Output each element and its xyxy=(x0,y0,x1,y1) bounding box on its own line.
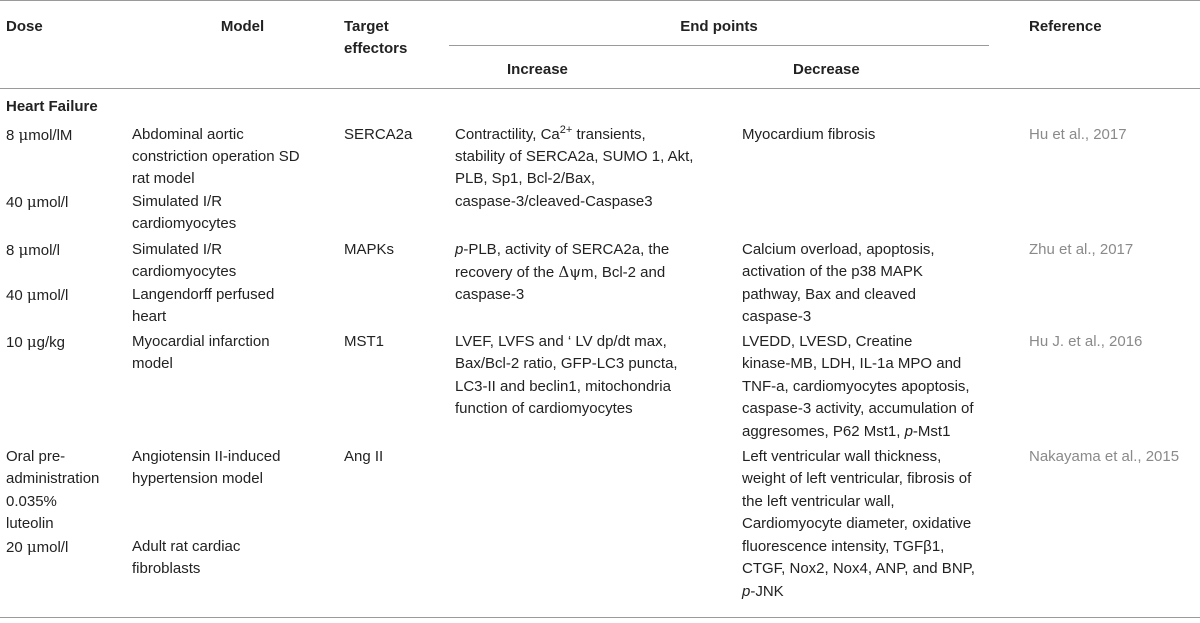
model-cell: Langendorff perfused xyxy=(132,286,275,303)
table-top-rule xyxy=(0,0,1200,1)
header-dose: Dose xyxy=(6,18,43,35)
target-cell: MAPKs xyxy=(344,241,395,258)
model-cell: cardiomyocytes xyxy=(132,215,237,232)
header-reference: Reference xyxy=(1029,18,1102,35)
target-cell: SERCA2a xyxy=(344,126,413,143)
model-cell: fibroblasts xyxy=(132,560,201,577)
increase-cell: caspase-3 xyxy=(455,286,525,303)
header-increase: Increase xyxy=(507,61,568,78)
header-target-line1: Target xyxy=(344,18,389,35)
model-cell: constriction operation SD xyxy=(132,148,300,165)
header-model: Model xyxy=(220,18,265,35)
table-bottom-rule xyxy=(0,617,1200,618)
decrease-cell: Myocardium fibrosis xyxy=(742,126,876,143)
increase-cell: PLB, Sp1, Bcl-2/Bax, xyxy=(455,170,596,187)
model-cell: cardiomyocytes xyxy=(132,263,237,280)
dose-cell: 40 μmol/l xyxy=(6,193,69,211)
dose-cell: 0.035% xyxy=(6,493,57,510)
reference-cell: Zhu et al., 2017 xyxy=(1029,241,1134,258)
dose-cell: administration xyxy=(6,470,100,487)
header-decrease: Decrease xyxy=(793,61,860,78)
header-end-points: End points xyxy=(680,18,758,35)
decrease-cell: caspase-3 xyxy=(742,308,812,325)
decrease-cell: LVEDD, LVESD, Creatine xyxy=(742,333,913,350)
reference-cell: Nakayama et al., 2015 xyxy=(1029,448,1180,465)
increase-cell: recovery of the Δψm, Bcl-2 and xyxy=(455,263,666,281)
model-cell: heart xyxy=(132,308,167,325)
model-cell: rat model xyxy=(132,170,195,187)
dose-cell: luteolin xyxy=(6,515,54,532)
decrease-cell: TNF-a, cardiomyocytes apoptosis, xyxy=(742,378,970,395)
increase-cell: Bax/Bcl-2 ratio, GFP-LC3 puncta, xyxy=(455,355,678,372)
decrease-cell: p-JNK xyxy=(742,583,784,600)
decrease-cell: CTGF, Nox2, Nox4, ANP, and BNP, xyxy=(742,560,975,577)
increase-cell: Contractility, $Ca^{2+}$ transients, xyxy=(455,124,646,143)
target-cell: Ang II xyxy=(344,448,384,465)
decrease-cell: activation of the p38 MAPK xyxy=(742,263,923,280)
increase-cell: stability of SERCA2a, SUMO 1, Akt, xyxy=(455,148,694,165)
dose-cell: 40 μmol/l xyxy=(6,286,69,304)
dose-cell: 8 μmol/l xyxy=(6,241,60,259)
model-cell: Angiotensin II-induced xyxy=(132,448,281,465)
model-cell: Simulated I/R xyxy=(132,241,223,258)
section-heart-failure: Heart Failure xyxy=(6,98,98,115)
dose-cell: 20 μmol/l xyxy=(6,538,69,556)
decrease-cell: Left ventricular wall thickness, xyxy=(742,448,942,465)
reference-cell: Hu et al., 2017 xyxy=(1029,126,1127,143)
increase-cell: LVEF, LVFS and ‘ LV dp/dt max, xyxy=(455,333,667,350)
target-cell: MST1 xyxy=(344,333,385,350)
decrease-cell: the left ventricular wall, xyxy=(742,493,895,510)
decrease-cell: caspase-3 activity, accumulation of xyxy=(742,400,974,417)
model-cell: hypertension model xyxy=(132,470,263,487)
increase-cell: function of cardiomyocytes xyxy=(455,400,633,417)
increase-cell: LC3-II and beclin1, mitochondria xyxy=(455,378,671,395)
decrease-cell: Calcium overload, apoptosis, xyxy=(742,241,935,258)
dose-cell: 8 μmol/lM xyxy=(6,126,73,144)
model-cell: Myocardial infarction xyxy=(132,333,270,350)
decrease-cell: Cardiomyocyte diameter, oxidative xyxy=(742,515,972,532)
model-cell: Adult rat cardiac xyxy=(132,538,241,555)
decrease-cell: fluorescence intensity, TGFβ1, xyxy=(742,538,945,555)
model-cell: model xyxy=(132,355,173,372)
reference-cell: Hu J. et al., 2016 xyxy=(1029,333,1143,350)
increase-cell: p-PLB, activity of SERCA2a, the xyxy=(455,241,670,258)
decrease-cell: aggresomes, P62 Mst1, p-Mst1 xyxy=(742,423,951,440)
decrease-cell: pathway, Bax and cleaved xyxy=(742,286,917,303)
dose-cell: Oral pre- xyxy=(6,448,66,465)
model-cell: Simulated I/R xyxy=(132,193,223,210)
increase-cell: caspase-3/cleaved-Caspase3 xyxy=(455,193,653,210)
model-cell: Abdominal aortic xyxy=(132,126,244,143)
decrease-cell: weight of left ventricular, fibrosis of xyxy=(742,470,972,487)
header-bottom-rule xyxy=(0,88,1200,89)
header-target-line2: effectors xyxy=(344,40,408,57)
dose-cell: 10 μg/kg xyxy=(6,333,65,351)
decrease-cell: kinase-MB, LDH, IL-1a MPO and xyxy=(742,355,962,372)
end-points-rule xyxy=(449,45,989,46)
